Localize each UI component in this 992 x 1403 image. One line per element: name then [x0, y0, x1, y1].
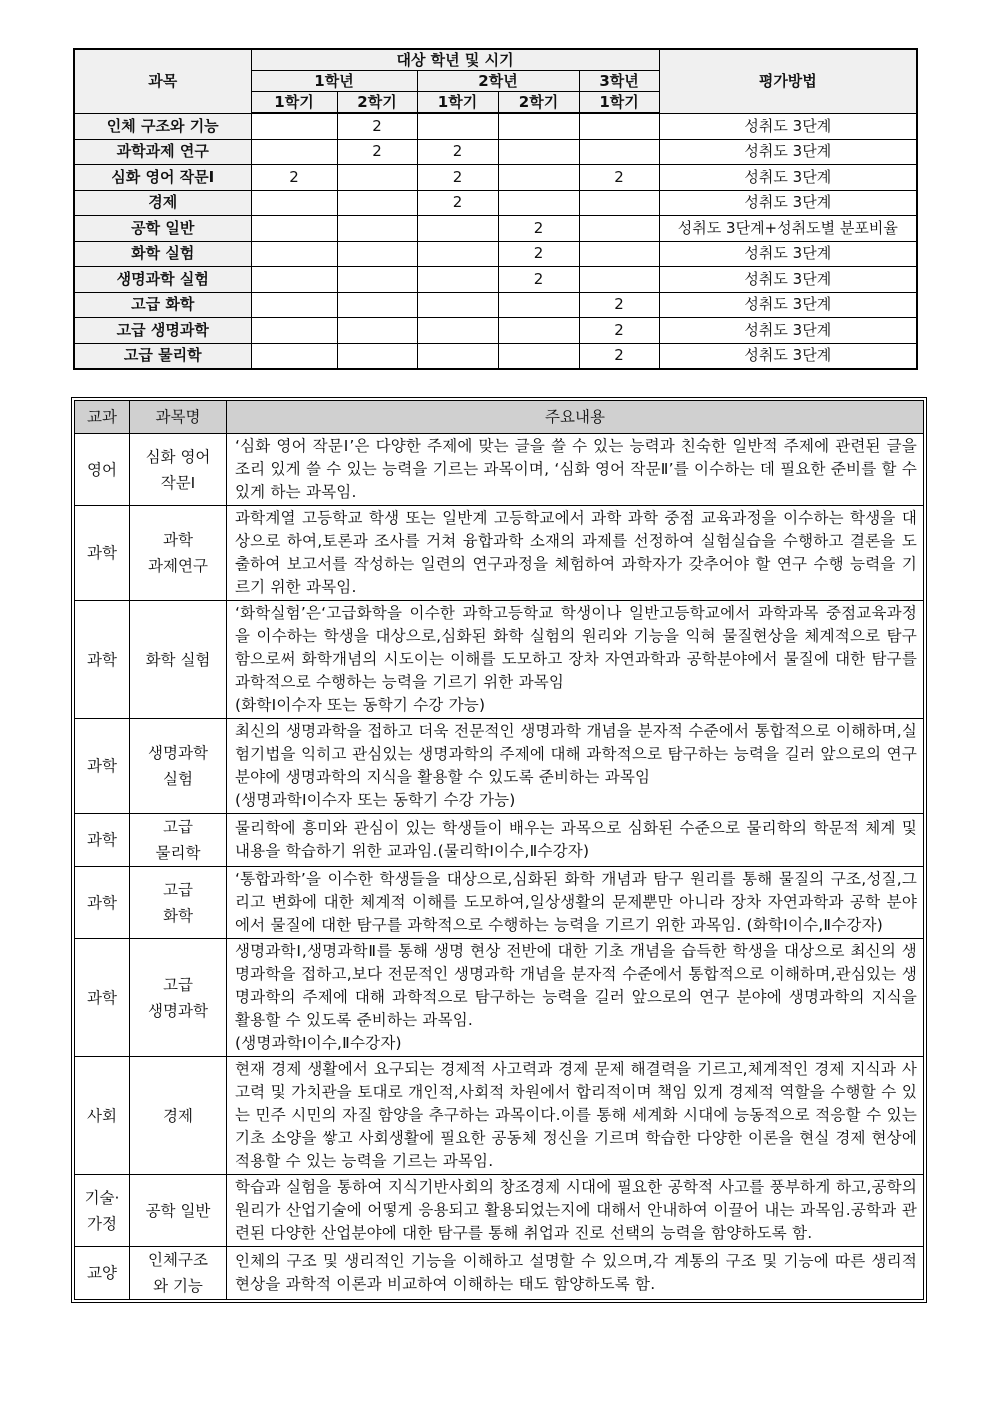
description-paragraph: (생명과학Ⅰ이수,Ⅱ수강자) [235, 1034, 402, 1052]
credit-cell [579, 190, 659, 216]
credit-cell [337, 318, 417, 344]
content-row [75, 601, 924, 719]
description-cell [227, 939, 924, 1057]
schedule-row [74, 216, 917, 242]
area-cell [75, 867, 130, 939]
header-evaluation: 평가방법 [659, 49, 917, 113]
description-paragraph: ‘심화 영어 작문Ⅰ’은 다양한 주제에 맞는 글을 쓸 수 있는 능력과 친숙한 일반적 주제에 관련된 글을 조리 있게 쓸 수 있는 능력을 기르는 과목이며, ‘심화 영어 작문Ⅱ’를 이수하는 데 필요한 준비를 할 수 있게 하는 과목임. [235, 437, 917, 501]
credit-cell [417, 113, 498, 139]
description-paragraph: ‘화학실험’은‘고급화학을 이수한 과학고등학교 학생이나 일반고등학교에서 과학과목 중점교육과정을 이수하는 학생을 대상으로,심화된 화학 실험의 원리와 기능을 익혀 물질현상을 체계적으로 탐구함으로써 화학개념의 시도이는 이해를 도모하고 장차 자연과학과 공학분야에서 물질에 대한 탐구를 과학적으로 수행하는 능력을 기르기 위한 과목임 [235, 604, 917, 691]
credit-cell [417, 318, 498, 344]
content-row [75, 867, 924, 939]
description-cell [227, 1175, 924, 1247]
subject-name-text: 와 기능 [153, 1277, 203, 1295]
content-row [75, 939, 924, 1057]
credit-cell [251, 318, 337, 344]
description-cell [227, 719, 924, 814]
subject-name-cell [130, 601, 227, 719]
subject-name-cell: 고급 생명과학 [74, 318, 251, 344]
schedule-row [74, 113, 917, 139]
subject-name-text: 고급 [163, 818, 193, 836]
credit-cell: 2 [579, 343, 659, 369]
header-semester: 1학기 [579, 92, 659, 114]
description-cell [227, 814, 924, 867]
credit-cell [337, 216, 417, 242]
credit-cell [498, 343, 579, 369]
description-paragraph: ‘통합과학’을 이수한 학생들을 대상으로,심화된 화학 개념과 탐구 원리를 통해 물질의 구조,성질,그리고 변화에 대한 체계적 이해를 도모하여,일상생활의 문제뿐만 아니라 장차 자연과학과 공학 분야에서 물질에 대한 탐구를 과학적으로 수행하는 능력을 기르기 위한 과목임. (화학Ⅰ이수,Ⅱ수강자) [235, 870, 917, 934]
credit-cell: 2 [498, 216, 579, 242]
credit-cell [579, 267, 659, 293]
subject-name-cell [130, 814, 227, 867]
header-grade-1: 1학년 [251, 71, 417, 92]
schedule-row [74, 139, 917, 165]
area-cell [75, 601, 130, 719]
credit-cell: 2 [251, 165, 337, 191]
subject-name-cell: 고급 화학 [74, 292, 251, 318]
content-row [75, 1175, 924, 1247]
subject-name-text: 생명과학 [148, 1001, 208, 1020]
description-paragraph: 과학계열 고등학교 학생 또는 일반계 고등학교에서 과학 과학 중점 교육과정을 이수하는 학생을 대상으로 하여,토론과 조사를 거쳐 융합과학 소재의 과제를 선정하여 실험실습을 수행하고 결론을 도출하여 보고서를 작성하는 일련의 연구과정을 체험하여 과학자가 갖추어야 할 연구 수행 능력을 기르기 위한 과목임. [235, 509, 917, 596]
credit-cell [337, 241, 417, 267]
description-paragraph: (생명과학Ⅰ이수자 또는 동학기 수강 가능) [235, 791, 516, 809]
subject-name-text: 작문Ⅰ [160, 473, 196, 492]
evaluation-cell: 성취도 3단계 [659, 190, 917, 216]
subject-name-cell [130, 867, 227, 939]
area-cell [75, 1247, 130, 1300]
subject-name-cell: 심화 영어 작문Ⅰ [74, 165, 251, 191]
area-text: 기술· [84, 1188, 120, 1207]
credit-cell [337, 343, 417, 369]
subject-name-text: 화학 [163, 906, 193, 925]
credit-cell [417, 292, 498, 318]
subject-name-text: 과학 [163, 531, 193, 549]
subject-name-text: 경제 [163, 1106, 193, 1125]
subject-name-text: 물리학 [155, 844, 201, 862]
description-cell [227, 1247, 924, 1300]
credit-cell [579, 113, 659, 139]
credit-cell [417, 267, 498, 293]
description-cell [227, 434, 924, 506]
credit-cell [251, 241, 337, 267]
credit-cell: 2 [579, 318, 659, 344]
content-row [75, 506, 924, 601]
header-semester: 2학기 [337, 92, 417, 114]
description-paragraph: 학습과 실험을 통하여 지식기반사회의 창조경제 시대에 필요한 공학적 사고를 풍부하게 하고,공학의 원리가 산업기술에 어떻게 응용되고 활용되었는지에 대해서 안내하여 이끌어 내는 과목임.공학과 관련된 다양한 산업분야에 대한 탐구를 통해 취업과 진로 선택의 능력을 함양하도록 함. [235, 1178, 917, 1242]
subject-name-text: 심화 영어 [145, 447, 211, 466]
credit-cell: 2 [498, 241, 579, 267]
subject-name-cell [130, 506, 227, 601]
evaluation-cell: 성취도 3단계 [659, 241, 917, 267]
subject-name-cell [130, 1247, 227, 1300]
subject-name-cell [130, 1175, 227, 1247]
credit-cell: 2 [337, 113, 417, 139]
credit-cell [417, 343, 498, 369]
area-text: 과학 [87, 544, 117, 562]
area-text: 과학 [87, 988, 117, 1007]
subject-content-table [74, 400, 924, 1300]
credit-cell [337, 267, 417, 293]
subject-name-text: 생명과학 [148, 744, 208, 762]
schedule-row [74, 292, 917, 318]
credit-cell [337, 165, 417, 191]
subject-name-cell [130, 434, 227, 506]
schedule-row [74, 318, 917, 344]
subject-name-text: 과제연구 [148, 557, 208, 575]
description-paragraph: 최신의 생명과학을 접하고 더욱 전문적인 생명과학 개념을 분자적 수준에서 통합적으로 이해하며,실험기법을 익히고 관심있는 생명과학의 주제에 대해 과학적으로 탐구하는 능력을 길러 앞으로의 연구분야에 생명과학의 지식을 활용할 수 있도록 준비하는 과목임 [235, 722, 917, 786]
schedule-row [74, 165, 917, 191]
credit-cell [579, 216, 659, 242]
area-text: 영어 [87, 460, 117, 479]
area-text: 사회 [87, 1106, 117, 1125]
header-semester: 1학기 [417, 92, 498, 114]
evaluation-cell: 성취도 3단계 [659, 267, 917, 293]
evaluation-cell: 성취도 3단계 [659, 318, 917, 344]
credit-cell [498, 190, 579, 216]
description-cell [227, 1057, 924, 1175]
subject-name-text: 화학 실험 [145, 650, 211, 669]
credit-cell [251, 343, 337, 369]
subject-name-cell: 생명과학 실험 [74, 267, 251, 293]
schedule-row [74, 343, 917, 369]
area-cell [75, 939, 130, 1057]
description-paragraph: 인체의 구조 및 생리적인 기능을 이해하고 설명할 수 있으며,각 계통의 구조 및 기능에 따른 생리적 현상을 과학적 이론과 비교하여 이해하는 태도 함양하도록 함. [235, 1252, 917, 1293]
description-paragraph: 생명과학Ⅰ,생명과학Ⅱ를 통해 생명 현상 전반에 대한 기초 개념을 습득한 학생을 대상으로 최신의 생명과학을 접하고,보다 전문적인 생명과학 개념을 분자적 수준에서 통합적으로 이해하며,관심있는 생명과학의 주제에 대해 과학적으로 탐구하는 능력을 길러 앞으로의 연구 분야에 생명과학의 지식을 활용할 수 있도록 준비하는 과목임. [235, 942, 917, 1029]
credit-cell [498, 165, 579, 191]
area-cell [75, 719, 130, 814]
subject-name-cell: 고급 물리학 [74, 343, 251, 369]
header-area: 교과 [75, 401, 130, 434]
schedule-row [74, 267, 917, 293]
credit-cell: 2 [417, 190, 498, 216]
subject-name-cell: 인체 구조와 기능 [74, 113, 251, 139]
content-row [75, 814, 924, 867]
content-row [75, 1247, 924, 1300]
area-cell [75, 1175, 130, 1247]
subject-name-cell: 화학 실험 [74, 241, 251, 267]
area-cell [75, 814, 130, 867]
evaluation-cell: 성취도 3단계 [659, 292, 917, 318]
credit-cell [579, 241, 659, 267]
credit-cell [417, 241, 498, 267]
description-paragraph: 물리학에 흥미와 관심이 있는 학생들이 배우는 과목으로 심화된 수준으로 물리학의 학문적 체계 및 내용을 학습하기 위한 교과임.(물리학Ⅰ이수,Ⅱ수강자) [235, 819, 917, 860]
evaluation-cell: 성취도 3단계 [659, 139, 917, 165]
subject-name-cell [130, 1057, 227, 1175]
header-semester: 2학기 [498, 92, 579, 114]
subject-name-cell: 공학 일반 [74, 216, 251, 242]
evaluation-cell: 성취도 3단계 [659, 165, 917, 191]
credit-cell [251, 139, 337, 165]
header-semester: 1학기 [251, 92, 337, 114]
area-text: 과학 [87, 757, 117, 775]
description-cell [227, 601, 924, 719]
subject-name-cell: 경제 [74, 190, 251, 216]
content-rows [75, 434, 924, 1300]
area-cell [75, 506, 130, 601]
schedule-row [74, 190, 917, 216]
area-text: 과학 [87, 831, 117, 849]
description-cell [227, 867, 924, 939]
credit-cell [498, 113, 579, 139]
schedule-row [74, 241, 917, 267]
area-text: 가정 [87, 1214, 117, 1233]
subject-name-cell [130, 939, 227, 1057]
credit-cell: 2 [337, 139, 417, 165]
schedule-rows [74, 113, 917, 369]
header-subject: 과목 [74, 49, 251, 113]
description-paragraph: 현재 경제 생활에서 요구되는 경제적 사고력과 경제 문제 해결력을 기르고,체계적인 경제 지식과 사고력 및 가치관을 토대로 개인적,사회적 차원에서 합리적이며 책임 있게 경제적 역할을 수행할 수 있는 민주 시민의 자질 함양을 추구하는 과목이다.이를 통해 세계화 시대에 능동적으로 적응할 수 있는 기초 소양을 쌓고 사회생활에 필요한 공동체 정신을 기르며 학습한 다양한 이론을 현실 경제 현상에 적용할 수 있는 능력을 기르는 과목임. [235, 1060, 917, 1170]
description-cell [227, 506, 924, 601]
credit-cell [251, 113, 337, 139]
area-cell [75, 1057, 130, 1175]
credit-cell [251, 216, 337, 242]
area-text: 과학 [87, 893, 117, 912]
credit-cell [498, 292, 579, 318]
subject-name-text: 실험 [163, 770, 193, 788]
credit-cell [337, 292, 417, 318]
evaluation-cell: 성취도 3단계 [659, 113, 917, 139]
header-grade-3: 3학년 [579, 71, 659, 92]
area-text: 과학 [87, 650, 117, 669]
area-text: 교양 [87, 1264, 117, 1282]
area-cell [75, 434, 130, 506]
credit-cell: 2 [417, 165, 498, 191]
subject-schedule-table [73, 48, 918, 370]
header-target-period: 대상 학년 및 시기 [251, 49, 659, 71]
header-subject-name: 과목명 [130, 401, 227, 434]
content-row [75, 434, 924, 506]
credit-cell [251, 292, 337, 318]
credit-cell: 2 [579, 292, 659, 318]
header-main-content: 주요내용 [227, 401, 924, 434]
credit-cell [337, 190, 417, 216]
credit-cell: 2 [498, 267, 579, 293]
evaluation-cell: 성취도 3단계+성취도별 분포비율 [659, 216, 917, 242]
header-grade-2: 2학년 [417, 71, 579, 92]
description-paragraph: (화학Ⅰ이수자 또는 동학기 수강 가능) [235, 696, 486, 714]
credit-cell [251, 267, 337, 293]
credit-cell [498, 318, 579, 344]
credit-cell [498, 139, 579, 165]
subject-content-table-frame [71, 397, 927, 1303]
subject-name-cell [130, 719, 227, 814]
subject-name-text: 고급 [163, 880, 193, 899]
content-row [75, 1057, 924, 1175]
evaluation-cell: 성취도 3단계 [659, 343, 917, 369]
subject-name-text: 인체구조 [148, 1251, 208, 1269]
subject-name-cell: 과학과제 연구 [74, 139, 251, 165]
content-row [75, 719, 924, 814]
credit-cell: 2 [579, 165, 659, 191]
credit-cell [251, 190, 337, 216]
credit-cell [579, 139, 659, 165]
credit-cell [417, 216, 498, 242]
subject-name-text: 공학 일반 [145, 1201, 211, 1220]
credit-cell: 2 [417, 139, 498, 165]
subject-name-text: 고급 [163, 975, 193, 994]
